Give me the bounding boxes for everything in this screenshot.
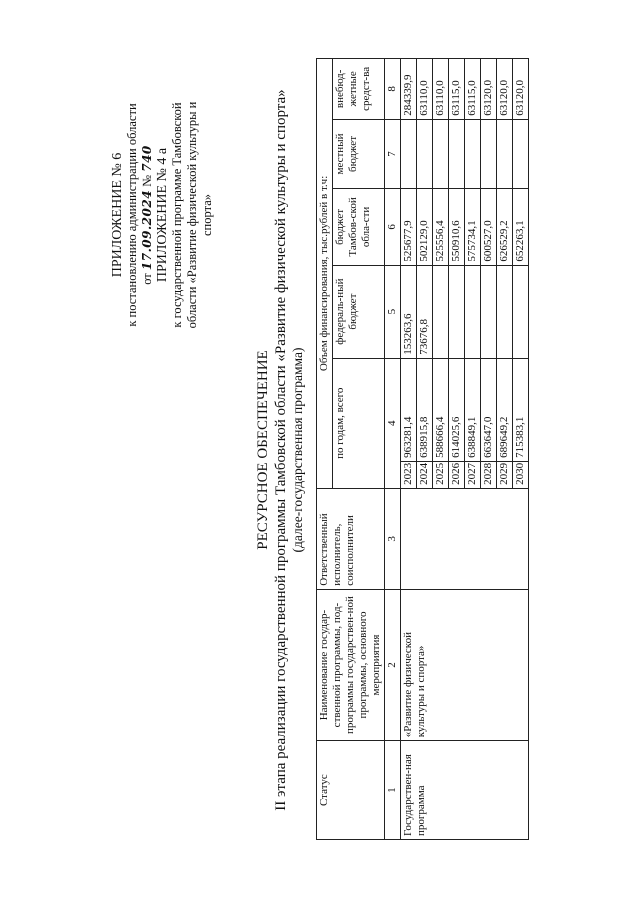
- col-number: 5: [385, 265, 401, 358]
- extra-cell: 63110,0: [433, 59, 449, 120]
- appendix-program-line: области «Развитие физической культуры и: [185, 101, 199, 329]
- extra-cell: 63110,0: [417, 59, 433, 120]
- rotated-content: [58, 40, 618, 860]
- col-number: 2: [385, 589, 401, 740]
- total-cell: 638849,1: [465, 358, 481, 461]
- header-federal: федераль-ный бюджет: [333, 265, 385, 358]
- handwritten-date: 17.09.2024: [140, 189, 154, 271]
- program-name-cell: «Развитие физической культуры и спорта»: [401, 589, 529, 740]
- appendix-block: [110, 50, 215, 380]
- header-name: Наименование государ-ственной программы, под-программы государствен-ной программы, основного мероприятия: [317, 589, 385, 740]
- federal-cell: 153263,6: [401, 265, 417, 358]
- table-row: [401, 59, 417, 840]
- extra-cell: 63120,0: [481, 59, 497, 120]
- local-cell: [433, 119, 449, 189]
- header-row: [317, 59, 333, 840]
- document-title-block: [254, 40, 306, 860]
- total-cell: 689649,2: [497, 358, 513, 461]
- extra-cell: 63115,0: [449, 59, 465, 120]
- regional-cell: 502129,0: [417, 189, 433, 265]
- header-executor: Ответственный исполнитель, соисполнители: [317, 488, 385, 589]
- appendix-decree-line: к постановлению администрации области: [125, 103, 139, 327]
- federal-cell: [465, 265, 481, 358]
- document-subtitle: II этапа реализации государственной программы Тамбовской области «Развитие физической культуры и спорта»: [273, 89, 289, 811]
- regional-cell: 600527,0: [481, 189, 497, 265]
- extra-cell: 63115,0: [465, 59, 481, 120]
- federal-cell: 73676,8: [417, 265, 433, 358]
- status-cell: Государствен-ная программа: [401, 741, 529, 840]
- total-cell: 715383,1: [513, 358, 529, 461]
- handwritten-number: 740: [140, 145, 154, 172]
- appendix-program-line: к государственной программе Тамбовской: [170, 102, 184, 328]
- col-number: 1: [385, 741, 401, 840]
- regional-cell: 626529,2: [497, 189, 513, 265]
- year-cell: 2026: [449, 461, 465, 488]
- total-cell: 638915,8: [417, 358, 433, 461]
- header-by-years: по годам, всего: [333, 358, 385, 488]
- local-cell: [465, 119, 481, 189]
- federal-cell: [513, 265, 529, 358]
- federal-cell: [433, 265, 449, 358]
- header-extra: внебюд-жетные средст-ва: [333, 59, 385, 120]
- regional-cell: 575734,1: [465, 189, 481, 265]
- appendix-subtitle: ПРИЛОЖЕНИЕ № 4 а: [155, 147, 170, 283]
- total-cell: 963281,4: [401, 358, 417, 461]
- extra-cell: 284339,9: [401, 59, 417, 120]
- total-cell: 614025,6: [449, 358, 465, 461]
- col-number: 4: [385, 358, 401, 488]
- year-cell: 2025: [433, 461, 449, 488]
- total-cell: 663647,0: [481, 358, 497, 461]
- col-number: 3: [385, 488, 401, 589]
- appendix-program-line: спорта»: [200, 194, 214, 236]
- col-number: 8: [385, 59, 401, 120]
- document-title: РЕСУРСНОЕ ОБЕСПЕЧЕНИЕ: [255, 350, 271, 550]
- year-cell: 2027: [465, 461, 481, 488]
- regional-cell: 525556,4: [433, 189, 449, 265]
- executor-cell: [401, 488, 529, 589]
- regional-cell: 525677,9: [401, 189, 417, 265]
- appendix-date-line: от 17.09.2024 № 740: [140, 145, 154, 285]
- col-number: 6: [385, 189, 401, 265]
- document-subtitle-note: (далее-государственная программа): [290, 347, 305, 553]
- local-cell: [481, 119, 497, 189]
- extra-cell: 63120,0: [497, 59, 513, 120]
- year-cell: 2023: [401, 461, 417, 488]
- table-body: [401, 59, 529, 840]
- year-cell: 2030: [513, 461, 529, 488]
- total-cell: 588666,4: [433, 358, 449, 461]
- federal-cell: [449, 265, 465, 358]
- local-cell: [401, 119, 417, 189]
- resource-table: [316, 58, 529, 840]
- local-cell: [513, 119, 529, 189]
- local-cell: [417, 119, 433, 189]
- header-funding: Объем финансирования, тыс.рублей в т.ч:: [317, 59, 333, 489]
- year-cell: 2028: [481, 461, 497, 488]
- regional-cell: 550910,6: [449, 189, 465, 265]
- extra-cell: 63120,0: [513, 59, 529, 120]
- year-cell: 2024: [417, 461, 433, 488]
- col-number: 7: [385, 119, 401, 189]
- column-numbers-row: [385, 59, 401, 840]
- federal-cell: [481, 265, 497, 358]
- header-local: местный бюджет: [333, 119, 385, 189]
- year-cell: 2029: [497, 461, 513, 488]
- federal-cell: [497, 265, 513, 358]
- local-cell: [449, 119, 465, 189]
- regional-cell: 652263,1: [513, 189, 529, 265]
- header-status: Статус: [317, 741, 385, 840]
- header-regional: бюджет Тамбов-ской обла-сти: [333, 189, 385, 265]
- local-cell: [497, 119, 513, 189]
- appendix-title: ПРИЛОЖЕНИЕ № 6: [110, 152, 125, 278]
